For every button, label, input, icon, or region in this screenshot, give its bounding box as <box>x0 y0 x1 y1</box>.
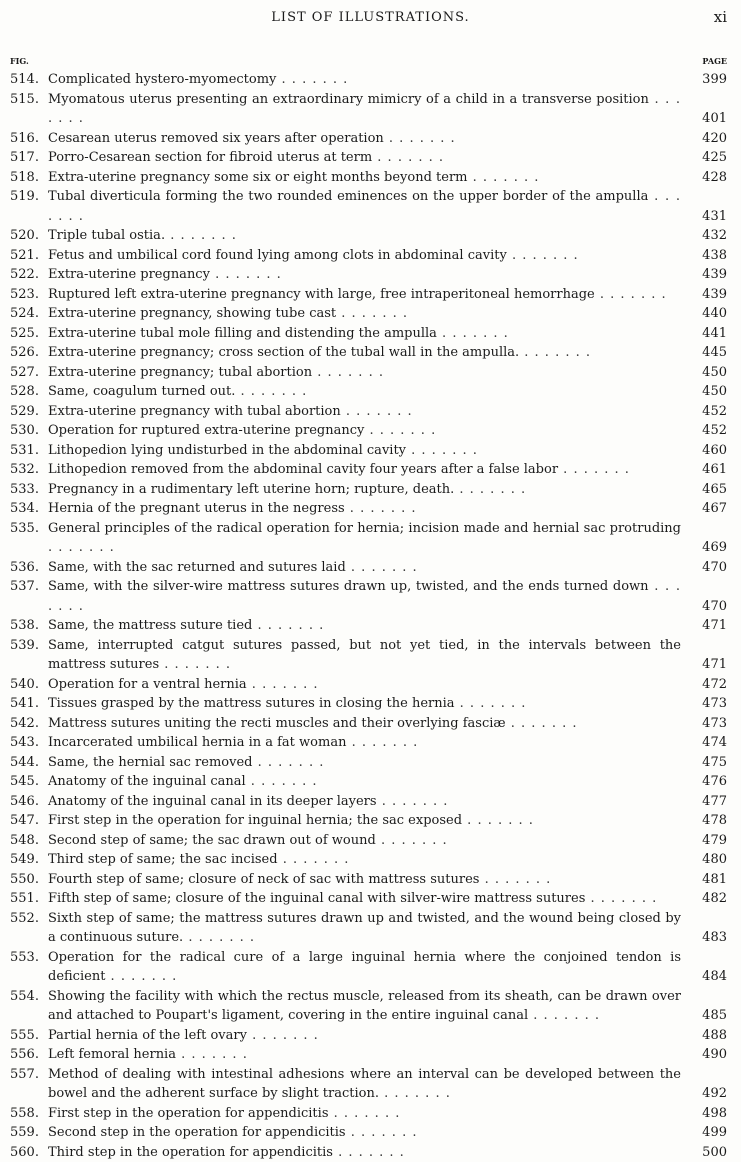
list-item <box>10 675 727 695</box>
figure-number: 547. <box>10 811 48 831</box>
figure-number: 522. <box>10 265 48 285</box>
leader-dots: . . . . . . . <box>528 1008 600 1023</box>
leader-dots: . . . . . . . <box>159 657 231 672</box>
leader-dots: . . . . . . . <box>235 384 307 399</box>
leader-dots: . . . . . . . <box>585 891 657 906</box>
illustration-list <box>10 70 727 1162</box>
list-item <box>10 1065 727 1104</box>
figure-caption: Triple tubal ostia. <box>48 228 165 243</box>
list-item <box>10 441 727 461</box>
leader-dots: . . . . . . . <box>346 560 418 575</box>
page-ref: 488 <box>683 1026 727 1046</box>
page-ref: 485 <box>683 1006 727 1026</box>
page-ref: 420 <box>683 129 727 149</box>
leader-dots: . . . . . . . <box>105 969 177 984</box>
list-item <box>10 714 727 734</box>
page-ref: 498 <box>683 1104 727 1124</box>
figure-number: 551. <box>10 889 48 909</box>
figure-caption: Second step in the operation for appendicitis <box>48 1125 346 1140</box>
leader-dots: . . . . . . . <box>558 462 630 477</box>
list-item <box>10 363 727 383</box>
leader-dots: . . . . . . . <box>48 540 115 555</box>
list-item <box>10 1045 727 1065</box>
figure-caption: Same, with the silver-wire mattress sutures drawn up, twisted, and the ends turned down <box>48 579 649 594</box>
list-item <box>10 772 727 792</box>
page-column-header: PAGE <box>702 56 727 66</box>
figure-caption: Showing the facility with which the rectus muscle, released from its sheath, can be drawn over and attached to Poupart's ligament, covering in the entire inguinal canal <box>48 989 681 1024</box>
leader-dots: . . . . . . . <box>252 618 324 633</box>
leader-dots: . . . . . . . <box>346 735 418 750</box>
figure-caption: Myomatous uterus presenting an extraordinary mimicry of a child in a transverse position <box>48 92 649 107</box>
leader-dots: . . . . . . . <box>507 248 579 263</box>
figure-number: 554. <box>10 987 48 1007</box>
list-item <box>10 480 727 500</box>
list-item <box>10 733 727 753</box>
figure-caption: Fetus and umbilical cord found lying among clots in abdominal cavity <box>48 248 507 263</box>
page-ref: 432 <box>683 226 727 246</box>
figure-caption: Third step in the operation for appendicitis <box>48 1145 333 1160</box>
list-item <box>10 870 727 890</box>
list-item <box>10 558 727 578</box>
page-ref: 482 <box>683 889 727 909</box>
leader-dots: . . . . . . . <box>48 189 681 224</box>
list-item <box>10 168 727 188</box>
page-ref: 477 <box>683 792 727 812</box>
list-item <box>10 1026 727 1046</box>
figure-caption: First step in the operation for appendicitis <box>48 1106 328 1121</box>
leader-dots: . . . . . . . <box>278 852 350 867</box>
page-ref: 465 <box>683 480 727 500</box>
figure-caption: Lithopedion removed from the abdominal cavity four years after a false labor <box>48 462 558 477</box>
figure-caption: Extra-uterine pregnancy some six or eight months beyond term <box>48 170 468 185</box>
figure-number: 530. <box>10 421 48 441</box>
figure-caption: Hernia of the pregnant uterus in the negress <box>48 501 345 516</box>
leader-dots: . . . . . . . <box>48 579 681 614</box>
list-item <box>10 402 727 422</box>
figure-number: 553. <box>10 948 48 968</box>
figure-caption: Extra-uterine pregnancy, showing tube cast <box>48 306 336 321</box>
page-ref: 471 <box>683 655 727 675</box>
leader-dots: . . . . . . . <box>468 170 540 185</box>
leader-dots: . . . . . . . <box>341 404 413 419</box>
figure-caption: Anatomy of the inguinal canal <box>48 774 246 789</box>
page-ref: 479 <box>683 831 727 851</box>
figure-number: 542. <box>10 714 48 734</box>
list-item <box>10 285 727 305</box>
figure-caption: Same, coagulum turned out. <box>48 384 235 399</box>
figure-number: 558. <box>10 1104 48 1124</box>
figure-number: 545. <box>10 772 48 792</box>
figure-number: 528. <box>10 382 48 402</box>
page-header <box>0 10 741 30</box>
figure-number: 514. <box>10 70 48 90</box>
figure-number: 517. <box>10 148 48 168</box>
page-ref: 476 <box>683 772 727 792</box>
figure-number: 557. <box>10 1065 48 1085</box>
list-item <box>10 1123 727 1143</box>
figure-number: 527. <box>10 363 48 383</box>
figure-number: 546. <box>10 792 48 812</box>
figure-caption: Extra-uterine pregnancy; cross section of the tubal wall in the ampulla. <box>48 345 519 360</box>
page-ref: 445 <box>683 343 727 363</box>
figure-caption: Third step of same; the sac incised <box>48 852 278 867</box>
list-item <box>10 694 727 714</box>
figure-number: 518. <box>10 168 48 188</box>
page-ref: 472 <box>683 675 727 695</box>
leader-dots: . . . . . . . <box>384 131 456 146</box>
figure-number: 535. <box>10 519 48 539</box>
leader-dots: . . . . . . . <box>312 365 384 380</box>
page-ref: 500 <box>683 1143 727 1162</box>
figure-number: 544. <box>10 753 48 773</box>
figure-number: 531. <box>10 441 48 461</box>
page-ref: 492 <box>683 1084 727 1104</box>
page-ref: 473 <box>683 694 727 714</box>
list-item <box>10 811 727 831</box>
figure-number: 548. <box>10 831 48 851</box>
page-ref: 450 <box>683 382 727 402</box>
page-ref: 478 <box>683 811 727 831</box>
leader-dots: . . . . . . . <box>437 326 509 341</box>
figure-caption: Ruptured left extra-uterine pregnancy with large, free intraperitoneal hemorrhage <box>48 287 595 302</box>
list-item <box>10 909 727 948</box>
figure-caption: Extra-uterine pregnancy with tubal abortion <box>48 404 341 419</box>
page-ref: 475 <box>683 753 727 773</box>
figure-caption: Extra-uterine tubal mole filling and distending the ampulla <box>48 326 437 341</box>
page-title: LIST OF ILLUSTRATIONS. <box>0 10 741 25</box>
list-item <box>10 792 727 812</box>
list-item <box>10 304 727 324</box>
figure-number: 549. <box>10 850 48 870</box>
leader-dots: . . . . . . . <box>165 228 237 243</box>
figure-number: 532. <box>10 460 48 480</box>
figure-caption: Tissues grasped by the mattress sutures in closing the hernia <box>48 696 455 711</box>
page-ref: 460 <box>683 441 727 461</box>
figure-number: 538. <box>10 616 48 636</box>
leader-dots: . . . . . . . <box>479 872 551 887</box>
leader-dots: . . . . . . . <box>506 716 578 731</box>
page-number: xi <box>714 8 727 26</box>
leader-dots: . . . . . . . <box>346 1125 418 1140</box>
figure-caption: Extra-uterine pregnancy <box>48 267 210 282</box>
page-ref: 483 <box>683 928 727 948</box>
figure-caption: Operation for a ventral hernia <box>48 677 247 692</box>
page-ref: 461 <box>683 460 727 480</box>
figure-caption: Same, the hernial sac removed <box>48 755 252 770</box>
leader-dots: . . . . . . . <box>595 287 667 302</box>
page-ref: 428 <box>683 168 727 188</box>
leader-dots: . . . . . . . <box>519 345 591 360</box>
list-item <box>10 246 727 266</box>
leader-dots: . . . . . . . <box>247 1028 319 1043</box>
figure-caption: Same, the mattress suture tied <box>48 618 252 633</box>
leader-dots: . . . . . . . <box>247 677 319 692</box>
figure-number: 534. <box>10 499 48 519</box>
page-ref: 452 <box>683 402 727 422</box>
figure-caption: Lithopedion lying undisturbed in the abdominal cavity <box>48 443 406 458</box>
figure-caption: Method of dealing with intestinal adhesions where an interval can be developed between the bowel and the adherent surface by slight traction. <box>48 1067 681 1102</box>
page-ref: 480 <box>683 850 727 870</box>
leader-dots: . . . . . . . <box>328 1106 400 1121</box>
leader-dots: . . . . . . . <box>210 267 282 282</box>
figure-caption: Incarcerated umbilical hernia in a fat woman <box>48 735 346 750</box>
leader-dots: . . . . . . . <box>406 443 478 458</box>
list-item <box>10 636 727 675</box>
figure-caption: Same, interrupted catgut sutures passed, but not yet tied, in the intervals between the mattress sutures <box>48 638 681 673</box>
list-item <box>10 129 727 149</box>
figure-caption: Operation for the radical cure of a large inguinal hernia where the conjoined tendon is deficient <box>48 950 681 985</box>
list-item <box>10 1143 727 1162</box>
figure-caption: Sixth step of same; the mattress sutures drawn up and twisted, and the wound being closed by a continuous suture. <box>48 911 681 946</box>
figure-number: 537. <box>10 577 48 597</box>
page-ref: 474 <box>683 733 727 753</box>
figure-number: 552. <box>10 909 48 929</box>
leader-dots: . . . . . . . <box>176 1047 248 1062</box>
page-ref: 431 <box>683 207 727 227</box>
figure-number: 556. <box>10 1045 48 1065</box>
figure-number: 536. <box>10 558 48 578</box>
leader-dots: . . . . . . . <box>372 150 444 165</box>
figure-number: 550. <box>10 870 48 890</box>
page-ref: 484 <box>683 967 727 987</box>
page-ref: 473 <box>683 714 727 734</box>
page-ref: 469 <box>683 538 727 558</box>
figure-caption: Second step of same; the sac drawn out of wound <box>48 833 376 848</box>
page-ref: 450 <box>683 363 727 383</box>
list-item <box>10 987 727 1026</box>
figure-caption: Extra-uterine pregnancy; tubal abortion <box>48 365 312 380</box>
page-ref: 399 <box>683 70 727 90</box>
figure-number: 526. <box>10 343 48 363</box>
leader-dots: . . . . . . . <box>276 72 348 87</box>
page-ref: 441 <box>683 324 727 344</box>
figure-number: 521. <box>10 246 48 266</box>
leader-dots: . . . . . . . <box>379 1086 451 1101</box>
figure-number: 533. <box>10 480 48 500</box>
figure-caption: Fourth step of same; closure of neck of sac with mattress sutures <box>48 872 479 887</box>
list-item <box>10 577 727 616</box>
figure-caption: Mattress sutures uniting the recti muscles and their overlying fasciæ <box>48 716 506 731</box>
figure-number: 525. <box>10 324 48 344</box>
list-item <box>10 499 727 519</box>
leader-dots: . . . . . . . <box>48 92 681 127</box>
leader-dots: . . . . . . . <box>246 774 318 789</box>
leader-dots: . . . . . . . <box>454 482 526 497</box>
list-item <box>10 850 727 870</box>
list-item <box>10 753 727 773</box>
list-item <box>10 148 727 168</box>
fig-column-header: FIG. <box>10 56 29 66</box>
leader-dots: . . . . . . . <box>252 755 324 770</box>
figure-caption: First step in the operation for inguinal hernia; the sac exposed <box>48 813 462 828</box>
figure-caption: Complicated hystero-myomectomy <box>48 72 276 87</box>
figure-number: 560. <box>10 1143 48 1162</box>
list-item <box>10 226 727 246</box>
leader-dots: . . . . . . . <box>377 794 449 809</box>
figure-caption: Pregnancy in a rudimentary left uterine horn; rupture, death. <box>48 482 454 497</box>
page-ref: 467 <box>683 499 727 519</box>
leader-dots: . . . . . . . <box>364 423 436 438</box>
figure-caption: Left femoral hernia <box>48 1047 176 1062</box>
figure-caption: General principles of the radical operation for hernia; incision made and hernial sac protruding <box>48 521 681 536</box>
page-ref: 439 <box>683 265 727 285</box>
figure-number: 539. <box>10 636 48 656</box>
page-ref: 490 <box>683 1045 727 1065</box>
list-item <box>10 70 727 90</box>
figure-number: 516. <box>10 129 48 149</box>
figure-number: 520. <box>10 226 48 246</box>
page-ref: 481 <box>683 870 727 890</box>
leader-dots: . . . . . . . <box>333 1145 405 1160</box>
leader-dots: . . . . . . . <box>462 813 534 828</box>
figure-number: 559. <box>10 1123 48 1143</box>
leader-dots: . . . . . . . <box>376 833 448 848</box>
figure-caption: Porro-Cesarean section for fibroid uterus at term <box>48 150 372 165</box>
leader-dots: . . . . . . . <box>336 306 408 321</box>
figure-number: 515. <box>10 90 48 110</box>
list-item <box>10 831 727 851</box>
list-item <box>10 948 727 987</box>
figure-number: 555. <box>10 1026 48 1046</box>
list-item <box>10 1104 727 1124</box>
list-item <box>10 90 727 129</box>
figure-caption: Anatomy of the inguinal canal in its deeper layers <box>48 794 377 809</box>
list-item <box>10 265 727 285</box>
figure-number: 541. <box>10 694 48 714</box>
leader-dots: . . . . . . . <box>183 930 255 945</box>
list-item <box>10 421 727 441</box>
figure-number: 519. <box>10 187 48 207</box>
page-ref: 470 <box>683 597 727 617</box>
figure-caption: Cesarean uterus removed six years after operation <box>48 131 384 146</box>
figure-caption: Partial hernia of the left ovary <box>48 1028 247 1043</box>
list-item <box>10 616 727 636</box>
figure-number: 524. <box>10 304 48 324</box>
leader-dots: . . . . . . . <box>345 501 417 516</box>
list-item <box>10 382 727 402</box>
page-ref: 471 <box>683 616 727 636</box>
list-item <box>10 460 727 480</box>
figure-number: 523. <box>10 285 48 305</box>
page-ref: 439 <box>683 285 727 305</box>
leader-dots: . . . . . . . <box>455 696 527 711</box>
figure-number: 543. <box>10 733 48 753</box>
figure-caption: Operation for ruptured extra-uterine pregnancy <box>48 423 364 438</box>
page-ref: 440 <box>683 304 727 324</box>
page-ref: 470 <box>683 558 727 578</box>
page-ref: 499 <box>683 1123 727 1143</box>
figure-caption: Fifth step of same; closure of the inguinal canal with silver-wire mattress sutures <box>48 891 585 906</box>
list-item <box>10 324 727 344</box>
page-ref: 425 <box>683 148 727 168</box>
list-item <box>10 343 727 363</box>
list-item <box>10 889 727 909</box>
page-ref: 401 <box>683 109 727 129</box>
figure-number: 529. <box>10 402 48 422</box>
column-headers <box>10 56 727 68</box>
figure-caption: Tubal diverticula forming the two rounded eminences on the upper border of the ampulla <box>48 189 648 204</box>
list-item <box>10 187 727 226</box>
page-ref: 438 <box>683 246 727 266</box>
figure-caption: Same, with the sac returned and sutures laid <box>48 560 346 575</box>
page-ref: 452 <box>683 421 727 441</box>
figure-number: 540. <box>10 675 48 695</box>
list-item <box>10 519 727 558</box>
